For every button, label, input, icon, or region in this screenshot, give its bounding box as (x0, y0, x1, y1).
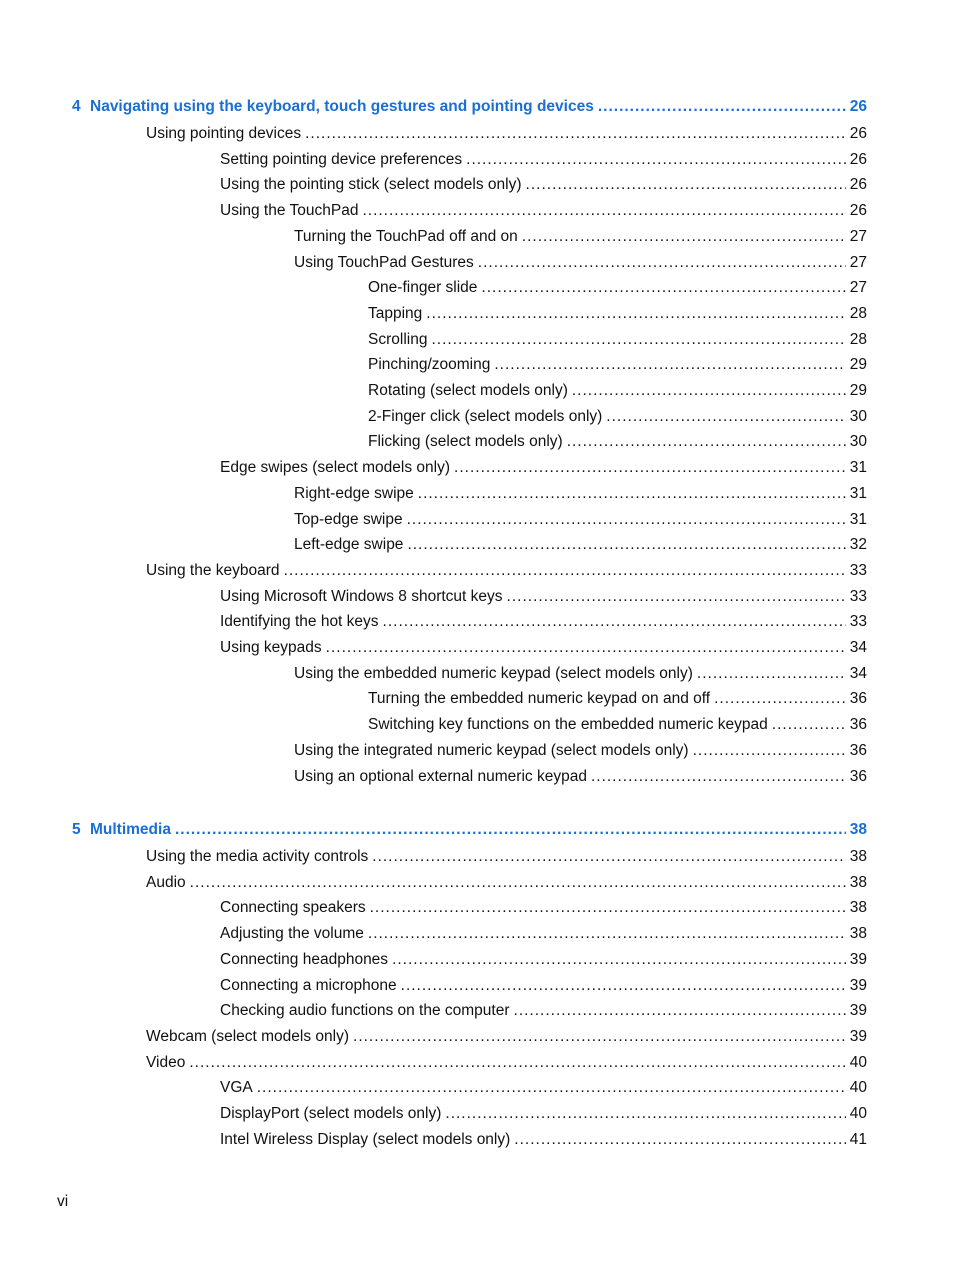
page-reference: 40 (849, 1053, 867, 1071)
page-reference: 39 (849, 976, 867, 994)
page-reference: 27 (849, 227, 867, 245)
toc-entry-label: Edge swipes (select models only) (220, 459, 451, 477)
page-reference: 38 (849, 873, 867, 891)
dot-leader (431, 329, 845, 351)
toc-entry[interactable] (220, 457, 867, 479)
toc-entry-label: 2-Finger click (select models only) (368, 407, 603, 425)
dot-leader (526, 174, 846, 196)
dot-leader (466, 149, 846, 171)
toc-entry[interactable] (220, 149, 867, 171)
page-reference: 36 (849, 741, 867, 759)
page-reference: 31 (849, 510, 867, 528)
page-reference: 34 (849, 664, 867, 682)
toc-entry[interactable] (294, 766, 867, 788)
chapter-number: 4 (72, 98, 81, 115)
toc-entry-label: Checking audio functions on the computer (220, 1002, 510, 1020)
toc-entry-label: Using the TouchPad (220, 202, 359, 220)
toc-entry-label: Top-edge swipe (294, 510, 403, 528)
chapter-title: Navigating using the keyboard, touch gestures and pointing devices (90, 98, 594, 115)
dot-leader (353, 1026, 846, 1048)
page-reference: 40 (849, 1079, 867, 1097)
toc-entry-label: Adjusting the volume (220, 925, 364, 943)
page-reference: 39 (849, 950, 867, 968)
toc-entry-label: Switching key functions on the embedded numeric keypad (368, 716, 768, 734)
page-reference: 36 (849, 716, 867, 734)
toc-entry[interactable] (368, 688, 867, 710)
dot-leader (368, 923, 846, 945)
page-reference: 39 (849, 1002, 867, 1020)
toc-entry[interactable] (368, 277, 867, 299)
dot-leader (522, 226, 846, 248)
toc-entry-label: Pinching/zooming (368, 356, 491, 374)
toc-entry[interactable] (220, 1129, 867, 1151)
page-reference: 26 (849, 125, 867, 142)
dot-leader (693, 740, 846, 762)
toc-entry[interactable] (220, 1103, 867, 1125)
toc-entry-label: DisplayPort (select models only) (220, 1105, 442, 1122)
dot-leader (426, 303, 845, 325)
toc-entry-label: Connecting a microphone (220, 976, 397, 994)
toc-entry[interactable] (294, 226, 867, 248)
dot-leader (175, 819, 846, 841)
dot-leader (257, 1077, 846, 1099)
toc-entry-label: VGA (220, 1079, 253, 1097)
toc-entry-label: Turning the embedded numeric keypad on and off (368, 690, 711, 708)
toc-entry-label: Using keypads (220, 639, 322, 656)
page-reference: 40 (849, 1105, 867, 1122)
toc-entry-label: Using an optional external numeric keypad (294, 767, 587, 785)
toc-entry[interactable] (146, 1052, 867, 1074)
toc-entry[interactable] (220, 174, 867, 196)
toc-entry-label: Connecting speakers (220, 899, 366, 917)
page-reference: 41 (849, 1130, 867, 1148)
toc-entry[interactable] (220, 1000, 867, 1022)
toc-entry[interactable] (368, 329, 867, 351)
toc-entry-label: Setting pointing device preferences (220, 150, 463, 168)
dot-leader (383, 611, 846, 633)
toc-entry[interactable] (368, 431, 867, 453)
dot-leader (305, 123, 846, 145)
toc-entry[interactable] (294, 534, 867, 556)
toc-entry-label: Scrolling (368, 330, 428, 348)
dot-leader (481, 277, 845, 299)
dot-leader (591, 766, 846, 788)
toc-entry-label: Using the integrated numeric keypad (select models only) (294, 741, 689, 759)
chapter-title: Multimedia (90, 821, 171, 838)
dot-leader (189, 1052, 845, 1074)
toc-entry[interactable] (368, 354, 867, 376)
toc-entry[interactable] (294, 663, 867, 685)
dot-leader (392, 949, 846, 971)
toc-entry[interactable] (294, 740, 867, 762)
page-reference: 32 (849, 536, 867, 554)
toc-entry-label: Webcam (select models only) (146, 1027, 350, 1045)
dot-leader (606, 406, 845, 428)
chapter-heading[interactable] (72, 819, 867, 841)
toc-entry[interactable] (146, 560, 867, 582)
dot-leader (494, 354, 845, 376)
toc-entry[interactable] (294, 509, 867, 531)
page-reference: 34 (849, 639, 867, 656)
dot-leader (507, 586, 846, 608)
toc-entry[interactable] (220, 200, 867, 222)
page-reference: 28 (849, 330, 867, 348)
page-reference: 30 (849, 433, 867, 451)
page-reference: 33 (849, 587, 867, 605)
page-reference: 36 (849, 767, 867, 785)
toc-entry[interactable] (368, 714, 867, 736)
page-reference: 36 (849, 690, 867, 708)
toc-entry-label: Connecting headphones (220, 950, 389, 968)
toc-entry[interactable] (220, 1077, 867, 1099)
toc-entry-label: Using the pointing stick (select models only) (220, 176, 522, 194)
toc-entry-label: Right-edge swipe (294, 484, 414, 502)
dot-leader (407, 534, 845, 556)
toc-entry-label: Using the embedded numeric keypad (select models only) (294, 664, 693, 682)
toc-entry-label: Flicking (select models only) (368, 433, 563, 451)
toc-entry-label: Tapping (368, 304, 423, 322)
toc-entry-label: One-finger slide (368, 279, 478, 297)
toc-entry[interactable] (146, 1026, 867, 1048)
page-reference: 26 (849, 202, 867, 220)
toc-entry-label: Using the media activity controls (146, 848, 369, 865)
toc-entry-label: Using pointing devices (146, 125, 302, 142)
dot-leader (598, 96, 846, 118)
dot-leader (418, 483, 846, 505)
page-reference: 38 (849, 821, 867, 838)
toc-entry-label: Identifying the hot keys (220, 613, 379, 631)
page-reference: 27 (849, 279, 867, 297)
dot-leader (401, 975, 846, 997)
dot-leader (478, 252, 846, 274)
toc-entry[interactable] (294, 483, 867, 505)
dot-leader (714, 688, 846, 710)
toc-entry-label: Intel Wireless Display (select models only) (220, 1130, 511, 1148)
dot-leader (362, 200, 845, 222)
dot-leader (572, 380, 846, 402)
page-reference: 38 (849, 925, 867, 943)
dot-leader (370, 897, 846, 919)
dot-leader (514, 1000, 846, 1022)
page-reference: 26 (849, 176, 867, 194)
page-reference: 31 (849, 459, 867, 477)
toc-entry-label: Video (146, 1053, 186, 1071)
toc-entry[interactable] (368, 303, 867, 325)
toc-entry[interactable] (146, 123, 867, 145)
toc-entry-label: Left-edge swipe (294, 536, 404, 554)
toc-entry-label: Rotating (select models only) (368, 382, 568, 399)
toc-entry[interactable] (368, 380, 867, 402)
dot-leader (697, 663, 846, 685)
page-reference: 29 (849, 382, 867, 399)
page-reference: 38 (849, 899, 867, 917)
toc-entry[interactable] (220, 611, 867, 633)
dot-leader (407, 509, 846, 531)
page-reference: 30 (849, 407, 867, 425)
toc-entry[interactable] (146, 872, 867, 894)
toc-entry[interactable] (146, 846, 867, 868)
page-reference: 33 (849, 561, 867, 579)
toc-entry[interactable] (294, 252, 867, 274)
page-reference: 26 (849, 150, 867, 168)
toc-entry[interactable] (220, 586, 867, 608)
dot-leader (514, 1129, 845, 1151)
toc-entry-label: Using Microsoft Windows 8 shortcut keys (220, 587, 503, 605)
page-reference: 28 (849, 304, 867, 322)
dot-leader (567, 431, 846, 453)
toc-entry-label: Using TouchPad Gestures (294, 253, 474, 271)
dot-leader (445, 1103, 845, 1125)
toc-entry-label: Audio (146, 873, 186, 891)
dot-leader (284, 560, 846, 582)
page-reference: 26 (849, 98, 867, 115)
toc-entry[interactable] (220, 949, 867, 971)
toc-entry[interactable] (220, 637, 867, 659)
toc-entry-label: Using the keyboard (146, 561, 280, 579)
chapter-number: 5 (72, 821, 81, 838)
page-number: vi (57, 1193, 69, 1210)
dot-leader (454, 457, 846, 479)
chapter-heading[interactable] (72, 96, 867, 118)
dot-leader (326, 637, 846, 659)
dot-leader (772, 714, 846, 736)
page-reference: 29 (849, 356, 867, 374)
page-reference: 39 (849, 1027, 867, 1045)
toc-entry-label: Turning the TouchPad off and on (294, 227, 518, 245)
page-reference: 27 (849, 253, 867, 271)
dot-leader (372, 846, 845, 868)
toc-entry[interactable] (220, 897, 867, 919)
page-reference: 31 (849, 484, 867, 502)
toc-entry[interactable] (220, 923, 867, 945)
page-reference: 38 (849, 848, 867, 865)
toc-entry[interactable] (220, 975, 867, 997)
dot-leader (190, 872, 846, 894)
page-reference: 33 (849, 613, 867, 631)
toc-entry[interactable] (368, 406, 867, 428)
